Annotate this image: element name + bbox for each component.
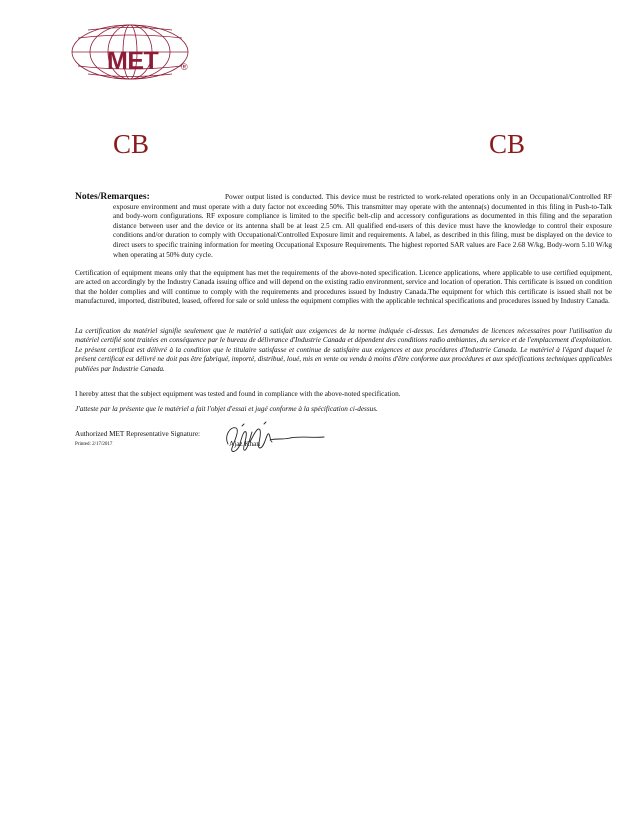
cb-mark-right: CB [489, 129, 526, 159]
signatory-name: Ajaz Khan [229, 440, 260, 448]
notes-text: Power output listed is conducted. This device must be restricted to work-related operations only in an Occupational/Controlled RF exposure environment and must operate with a duty factor not exceeding 50%. This transmitter may operate with the antenna(s) documented in this filing in Push-to-Talk and body-worn configurations. RF exposure compliance is limited to the specific belt-clip and accessory configurations as documented in this filing and the separation distance between user and the device or its antenna shall be at least 2.5 cm. All qualified end-users of this device must have the knowledge to control their exposure conditions and/or duration to comply with Occupational/Controlled Exposure limit and requirements. A label, as described in this filing, must be displayed on the device to direct users to specific training information for meeting Occupational Exposure Requirements. The highest reported SAR values are Face 2.68 W/kg, Body-worn 5.10 W/kg when operating at 50% duty cycle. [113, 193, 612, 259]
notes-section [75, 193, 612, 260]
printed-date: Printed: 2/17/2017 [75, 442, 113, 447]
attestation-french: J'atteste par la présente que le matériel a fait l'objet d'essai et jugé conforme à la spécification ci-dessus. [75, 405, 378, 413]
notes-label: Notes/Remarques: [75, 192, 150, 202]
certification-french: La certification du matériel signifie seulement que le matériel a satisfait aux exigences de la norme indiquée ci-dessus. Les demandes de licences nécessaires pour l'utilisation du matériel certifié sont traitées en conséquence par le bureau de délivrance d'Industrie Canada et dépendent des conditions radio ambiantes, du service et de l'emplacement d'exploitation. Le présent certificat est délivré à la condition que le titulaire satisfasse et continue de satisfaire aux exigences et aux procédures d'Industrie Canada. Le matériel à l'égard duquel le présent certificat est délivré ne doit pas être fabriqué, importé, distribué, loué, mis en vente ou vendu à moins d'être conforme aux procédures et aux spécifications techniques applicables publiées par Industrie Canada. [75, 327, 612, 373]
cb-mark-left: CB [113, 129, 150, 159]
met-logo [68, 22, 198, 82]
logo-text: MET [107, 47, 159, 75]
signature-label: Authorized MET Representative Signature: [75, 430, 201, 438]
attestation-english: I hereby attest that the subject equipment was tested and found in compliance with the above-noted specification. [75, 390, 401, 398]
registered-mark: ® [181, 62, 188, 72]
certification-english: Certification of equipment means only that the equipment has met the requirements of the above-noted specification. Licence applications, where applicable to use certified equipment, are acted on accordingly by the Industry Canada issuing office and will depend on the existing radio environment, service and location of operation. This certificate is issued on condition that the holder complies and will continue to comply with the requirements and procedures issued by Industry Canada.The equipment for which this certificate is issued shall not be manufactured, imported, distributed, leased, offered for sale or sold unless the equipment complies with the applicable technical specifications and procedures issued by Industry Canada. [75, 269, 612, 306]
handwritten-signature [220, 418, 330, 458]
